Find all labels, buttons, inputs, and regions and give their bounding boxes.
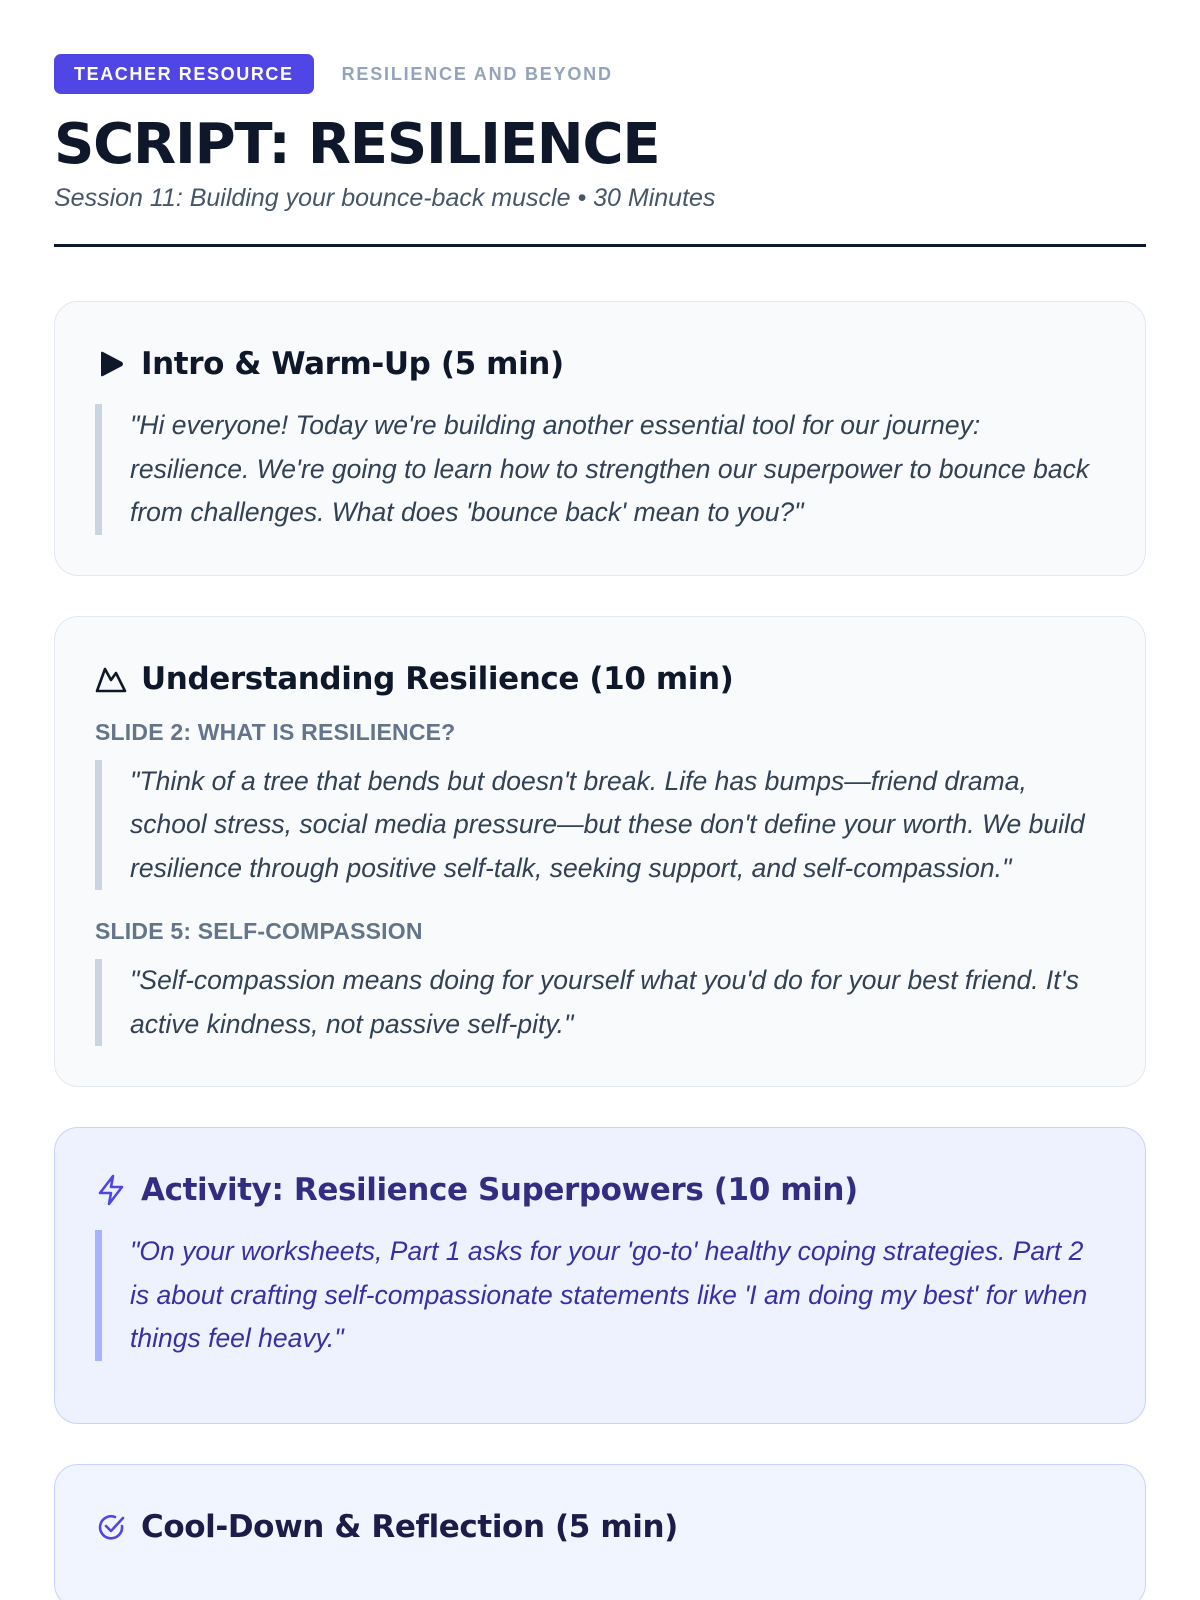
intro-script-quote: "Hi everyone! Today we're building another essential tool for our journey: resilience. We're going to learn how to strengthen our superpower to bounce back from challenges. What does 'bounce back' mean to you?": [95, 404, 1105, 535]
cooldown-section-title: Cool-Down & Reflection (5 min): [141, 1508, 678, 1545]
activity-section-header: [95, 1172, 1105, 1208]
activity-section-title: Activity: Resilience Superpowers (10 min): [141, 1172, 858, 1208]
header-divider: [54, 244, 1146, 247]
cooldown-section-header: [95, 1509, 1105, 1545]
slide-5-label: SLIDE 5: SELF-COMPASSION: [95, 918, 423, 944]
activity-section-card: [54, 1127, 1146, 1424]
understanding-section-header: [95, 661, 1105, 697]
slide-2-script-quote: "Think of a tree that bends but doesn't break. Life has bumps—friend drama, school stress, social media pressure—but these don't define your worth. We build resilience through positive self-talk, seeking support, and self-compassion.": [95, 760, 1105, 891]
page-subtitle: Session 11: Building your bounce-back muscle • 30 Minutes: [54, 184, 716, 212]
cooldown-section-card: [54, 1464, 1146, 1600]
activity-script-quote: "On your worksheets, Part 1 asks for your 'go-to' healthy coping strategies. Part 2 is about crafting self-compassionate statements like 'I am doing my best' for when things feel heavy.": [95, 1230, 1105, 1361]
mountain-icon: [95, 663, 127, 695]
slide-5-script-quote: "Self-compassion means doing for yourself what you'd do for your best friend. It's active kindness, not passive self-pity.": [95, 959, 1105, 1046]
check-circle-icon: [95, 1511, 127, 1543]
play-icon: [95, 348, 127, 380]
series-label: RESILIENCE AND BEYOND: [341, 63, 613, 84]
slide-2-label: SLIDE 2: WHAT IS RESILIENCE?: [95, 718, 456, 745]
intro-section-header: [95, 346, 1105, 382]
intro-section-card: [54, 301, 1146, 576]
understanding-section-card: [54, 616, 1146, 1088]
page-title: SCRIPT: RESILIENCE: [54, 112, 660, 177]
intro-section-title: Intro & Warm-Up (5 min): [141, 346, 564, 382]
understanding-section-title: Understanding Resilience (10 min): [141, 660, 734, 697]
teacher-resource-badge: TEACHER RESOURCE: [54, 54, 314, 94]
tag-row: [54, 54, 1146, 94]
lightning-icon: [95, 1174, 127, 1206]
